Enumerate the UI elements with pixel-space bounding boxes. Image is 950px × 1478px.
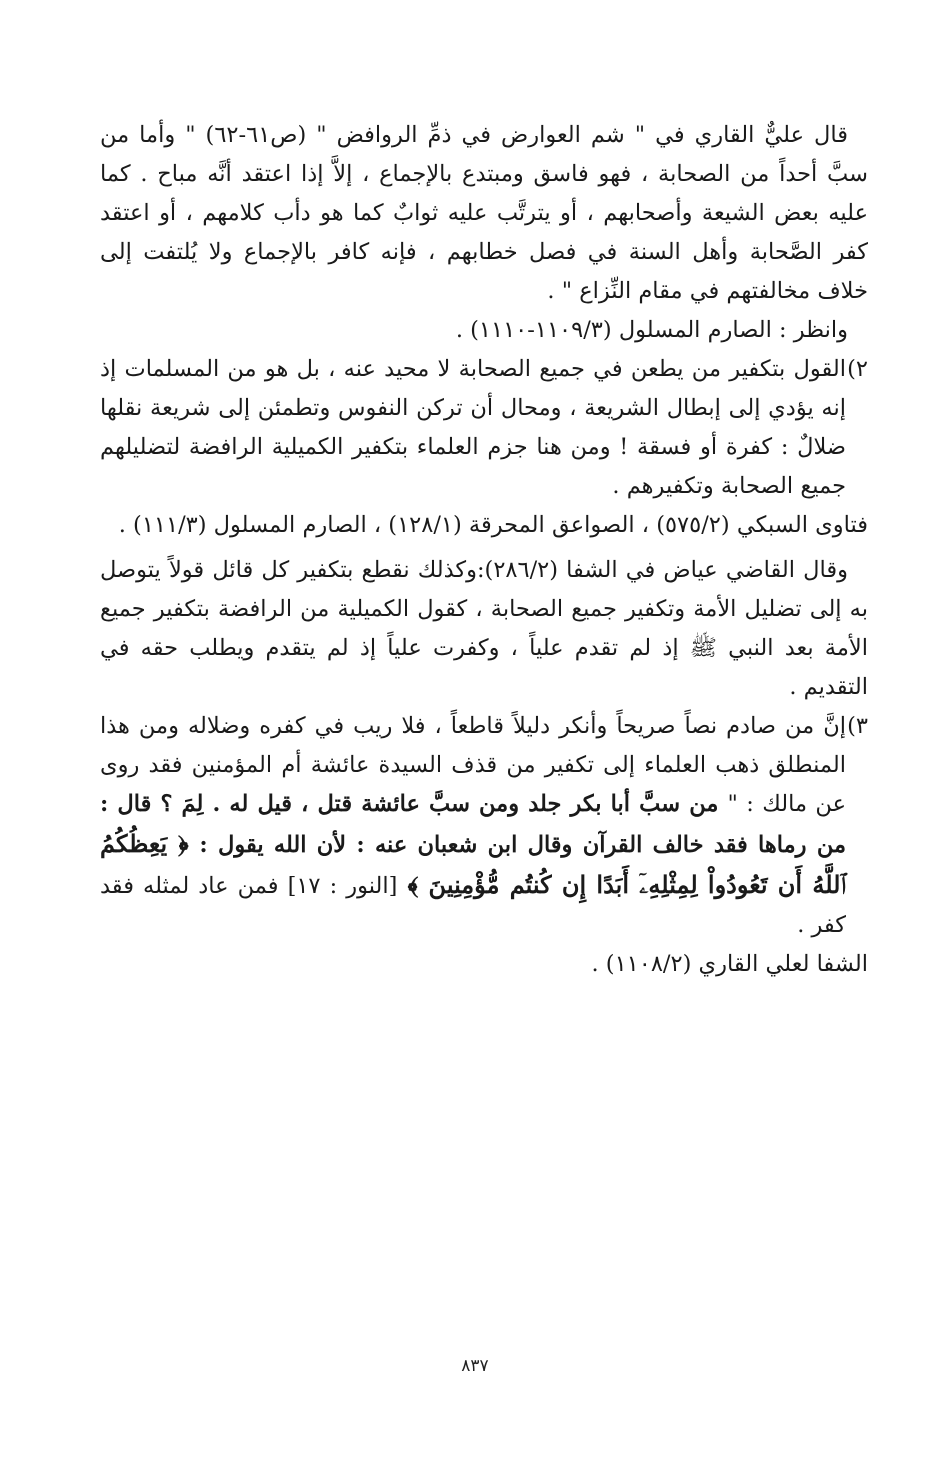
page-body xyxy=(100,116,868,984)
reference-shifa: الشفا لعلي القاري (١١٠٨/٢) . xyxy=(591,951,868,977)
list-item-3-text: إنَّ من صادم نصاً صريحاً وأنكر دليلاً قاطعاً ، فلا ريب في كفره وضلاله ومن هذا المنطلق ذهب العلماء إلى تكفير من قذف السيدة عائشة أم المؤمنين فقد روى عن مالك : " xyxy=(100,713,846,817)
page-number: ٨٣٧ xyxy=(461,1356,489,1376)
list-item-3-bold-quote: من سبَّ أبا بكر جلد ومن سبَّ عائشة قتل ، قيل له . لِمَ ؟ قال : من رماها فقد خالف القرآن وقال ابن شعبان عنه : لأن الله يقول : xyxy=(100,791,846,858)
reference-sarim-maslul: وانظر : الصارم المسلول (١١٠٩/٣-١١١٠) . xyxy=(455,317,848,343)
list-item-3 xyxy=(100,707,868,945)
quran-verse-reference: [النور : ١٧] xyxy=(287,873,398,899)
paragraph-ali-qari-quote: قال عليٌّ القاري في " شم العوارض في ذمِّ الروافض " (ص٦١-٦٢) " وأما من سبَّ أحداً من الصحابة ، فهو فاسق ومبتدع بالإجماع ، إلاَّ إذا اعتقد أنَّه مباح . كما عليه بعض الشيعة وأصحابهم ، أو يترتَّب عليه ثوابٌ كما هو دأب كلامهم ، أو اعتقد كفر الصَّحابة وأهل السنة في فصل خطابهم ، فإنه كافر بالإجماع ولا يُلتفت إلى خلاف مخالفتهم في مقام النِّزاع " . xyxy=(100,122,868,304)
paragraph-qadi-iyad-quote: وقال القاضي عياض في الشفا (٢٨٦/٢):وكذلك نقطع بتكفير كل قائل قولاً يتوصل به إلى تضليل الأمة وتكفير جميع الصحابة ، كقول الكميلية من الرافضة بتكفير جميع الأمة بعد النبي ﷺ إذ لم تقدم علياً ، وكفرت علياً إذ لم يتقدم ويطلب حقه في التقديم . xyxy=(100,557,868,700)
list-item-2-number: ٢) xyxy=(847,356,868,382)
list-item-3-conclusion: فمن عاد لمثله فقد كفر . xyxy=(100,873,846,938)
list-item-2-text: القول بتكفير من يطعن في جميع الصحابة لا محيد عنه ، بل هو من المسلمات إذ إنه يؤدي إلى إبطال الشريعة ، ومحال أن تركن النفوس وتطمئن إلى شريعة نقلها ضلالٌ : كفرة أو فسقة ! ومن هنا جزم العلماء بتكفير الكميلية الرافضة لتضليلهم جميع الصحابة وتكفيرهم . xyxy=(100,356,846,499)
reference-subki-sawaiq: فتاوى السبكي (٥٧٥/٢) ، الصواعق المحرقة (١٢٨/١) ، الصارم المسلول (١١١/٣) . xyxy=(118,512,868,538)
list-item-2 xyxy=(100,350,868,506)
list-item-3-number: ٣) xyxy=(847,713,868,739)
quran-verse: ﴿ يَعِظُكُمُ ٱللَّهُ أَن تَعُودُواْ لِمِثْلِهِۦٓ أَبَدًا إِن كُنتُم مُّؤْمِنِينَ ﴾ xyxy=(100,829,846,899)
